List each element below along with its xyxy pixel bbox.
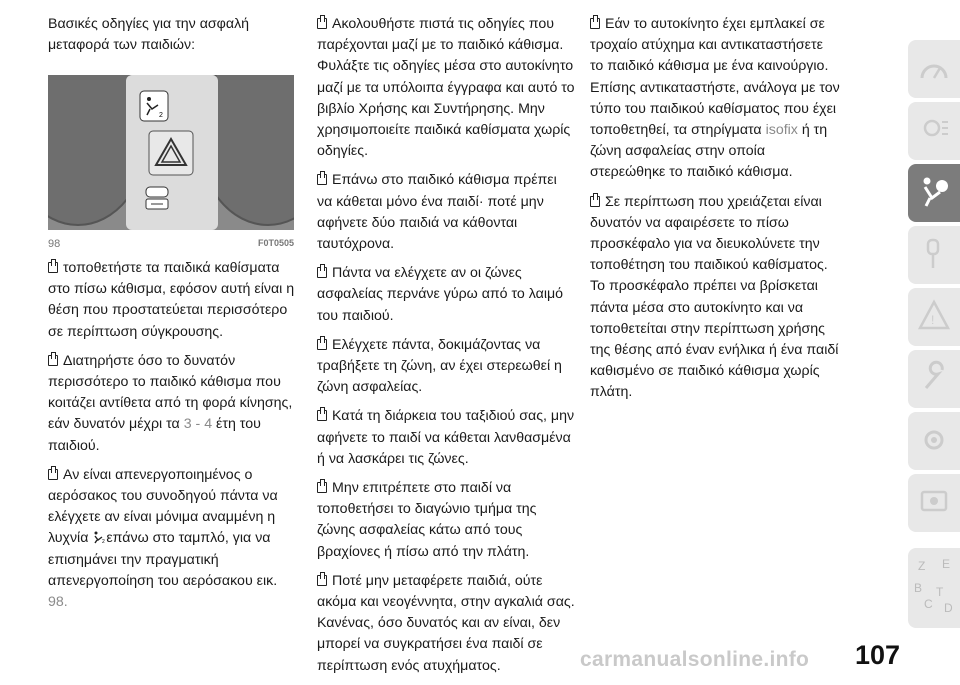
column-1 xyxy=(48,14,298,64)
bullet-icon xyxy=(317,575,327,586)
index-letter: E xyxy=(942,557,951,571)
bullet-item: Επάνω στο παιδικό κάθισμα πρέπει να κάθεται μόνο ένα παιδί· ποτέ μην αφήνετε δύο παιδιά να κάθονται ταυτόχρονα. xyxy=(317,172,557,253)
column-2 xyxy=(317,14,575,685)
index-letter: B xyxy=(914,581,923,595)
bullet-icon xyxy=(48,355,58,366)
figure-number: 98 xyxy=(48,238,61,250)
dashboard-illustration xyxy=(48,75,294,230)
bullet-icon xyxy=(48,469,58,480)
bullet-item: Σε περίπτωση που χρειάζεται είναι δυνατόν να αφαιρέσετε το πίσω προσκέφαλο για να διευκολύνετε την τοποθέτηση του παιδικού καθίσματος. Το προσκέφαλο πρέπει να βρίσκεται πάντα μέσα στο αυτοκίνητο και να τοποθετείται στην περίπτωση χρήσης της θέσης από έναν ενήλικα ή ένα παιδί καθισμένο σε παιδικό κάθισμα χωρίς πλάτη. xyxy=(590,193,839,401)
figure-code: F0T0505 xyxy=(257,238,294,248)
bullet-item: Ακολουθήστε πιστά τις οδηγίες που παρέχονται μαζί με το παιδικό κάθισμα. Φυλάξτε τις οδηγίες μέσα στο αυτοκίνητο μαζί με τα υπόλοιπα έγγραφα και αυτό το βιβλίο Χρήσης και Συντήρησης. Μην χρησιμοποιείτε παιδικά καθίσματα χωρίς οδηγίες. xyxy=(317,16,575,160)
bullet-icon xyxy=(590,18,600,29)
tab-starting[interactable] xyxy=(908,226,960,284)
age-range: 3 - 4 xyxy=(183,416,213,433)
bullet-item: τοποθετήστε τα παιδικά καθίσματα στο πίσω κάθισμα, εφόσον αυτή είναι η θέση που προστατεύεται περισσότερο σε περίπτωση σύγκρουσης. xyxy=(48,260,295,340)
tab-safety[interactable] xyxy=(908,164,960,222)
alphabetical-index-icon xyxy=(912,556,956,620)
svg-text:!: ! xyxy=(931,313,935,327)
bullet-item: Ελέγχετε πάντα, δοκιμάζοντας να τραβήξετε τη ζώνη, αν έχει στερεωθεί η ζώνη ασφαλείας. xyxy=(317,336,562,396)
bullet-icon xyxy=(317,267,327,278)
watermark-text: carmanualsonline.info xyxy=(580,648,810,671)
index-letter: D xyxy=(944,601,953,615)
tab-technical-data[interactable] xyxy=(908,412,960,470)
bullet-icon xyxy=(317,18,327,29)
dashboard-icon xyxy=(918,50,950,86)
bullet-item: Πάντα να ελέγχετε αν οι ζώνες ασφαλείας περνάνε γύρω από το λαιμό του παιδιού. xyxy=(317,265,564,324)
index-letter: C xyxy=(924,597,933,611)
intro-text: Βασικές οδηγίες για την ασφαλή μεταφορά των παιδιών: xyxy=(48,16,250,54)
figure-dashboard-image xyxy=(48,75,294,230)
airbag-off-icon xyxy=(92,530,106,544)
tab-multimedia[interactable] xyxy=(908,474,960,532)
tab-lights[interactable] xyxy=(908,102,960,160)
bullet-item: Κατά τη διάρκεια του ταξιδιού σας, μην αφήνετε το παιδί να κάθεται λανθασμένα ή να λασκάρει τις ζώνες. xyxy=(317,408,575,467)
chapter-sidebar xyxy=(908,0,960,678)
key-icon xyxy=(918,236,950,272)
bullet-icon xyxy=(317,482,327,493)
index-letter: T xyxy=(936,585,944,599)
tab-emergency[interactable] xyxy=(908,288,960,346)
page-number: 107 xyxy=(855,640,901,670)
bullet-item: Αν είναι απενεργοποιημένος ο αερόσακος του συνοδηγού πάντα να ελέγχετε αν είναι μόνιμα αναμμένη η λυχνία 2 επάνω στο ταμπλό, για να επισημάνει την πραγματική απενεργοποίηση του αερόσακου εικ. 98. xyxy=(48,466,278,611)
bullet-icon xyxy=(317,410,327,421)
lights-icon xyxy=(918,112,950,148)
bullet-icon xyxy=(48,262,58,273)
multimedia-icon xyxy=(918,484,950,520)
svg-text:2: 2 xyxy=(159,112,163,119)
wrench-icon xyxy=(918,360,950,396)
bullet-icon xyxy=(590,196,600,207)
svg-text:2: 2 xyxy=(102,539,106,545)
bullet-icon xyxy=(317,339,327,350)
tab-index[interactable] xyxy=(908,548,960,628)
figure-reference: 98. xyxy=(48,594,68,611)
bullet-item: Μην επιτρέπετε στο παιδί να τοποθετήσει το διαγώνιο τμήμα της ζώνης ασφαλείας κάτω από τους βραχίονες ή πίσω από την πλάτη. xyxy=(317,480,537,560)
index-letter: Z xyxy=(918,559,926,573)
bullet-item: Διατηρήστε όσο το δυνατόν περισσότερο το παιδικό κάθισμα που κοιτάζει αντίθετα από τη φορά κίνησης, εάν δυνατόν μέχρι τα 3 - 4 έτη του παιδιού. xyxy=(48,352,293,454)
bullet-item: Εάν το αυτοκίνητο έχει εμπλακεί σε τροχαίο ατύχημα και αντικαταστήσετε το παιδικό κάθισμα με ένα καινούργιο. Επίσης αντικαταστήστε, ανάλογα με τον τύπο του παιδικού καθίσματος που έχει τοποθετηθεί, τα στηρίγματα isofix ή τη ζώνη ασφαλείας στην οποία στερεώθηκε το παιδικό κάθισμα. xyxy=(590,16,840,181)
isofix-term: isofix xyxy=(765,122,798,139)
bullet-icon xyxy=(317,174,327,185)
column-1-bullets xyxy=(48,258,298,621)
gear-icon xyxy=(918,422,950,458)
tab-maintenance[interactable] xyxy=(908,350,960,408)
column-3 xyxy=(590,14,840,412)
bullet-item: Ποτέ μην μεταφέρετε παιδιά, ούτε ακόμα και νεογέννητα, στην αγκαλιά σας. Κανένας, όσο δυνατός και αν είναι, δεν μπορεί να συγκρατήσει ένα παιδί σε περίπτωση ενός ατυχήματος. xyxy=(317,572,575,674)
safety-airbag-icon xyxy=(918,174,950,210)
warning-triangle-icon xyxy=(918,298,950,334)
tab-dashboard[interactable] xyxy=(908,40,960,98)
